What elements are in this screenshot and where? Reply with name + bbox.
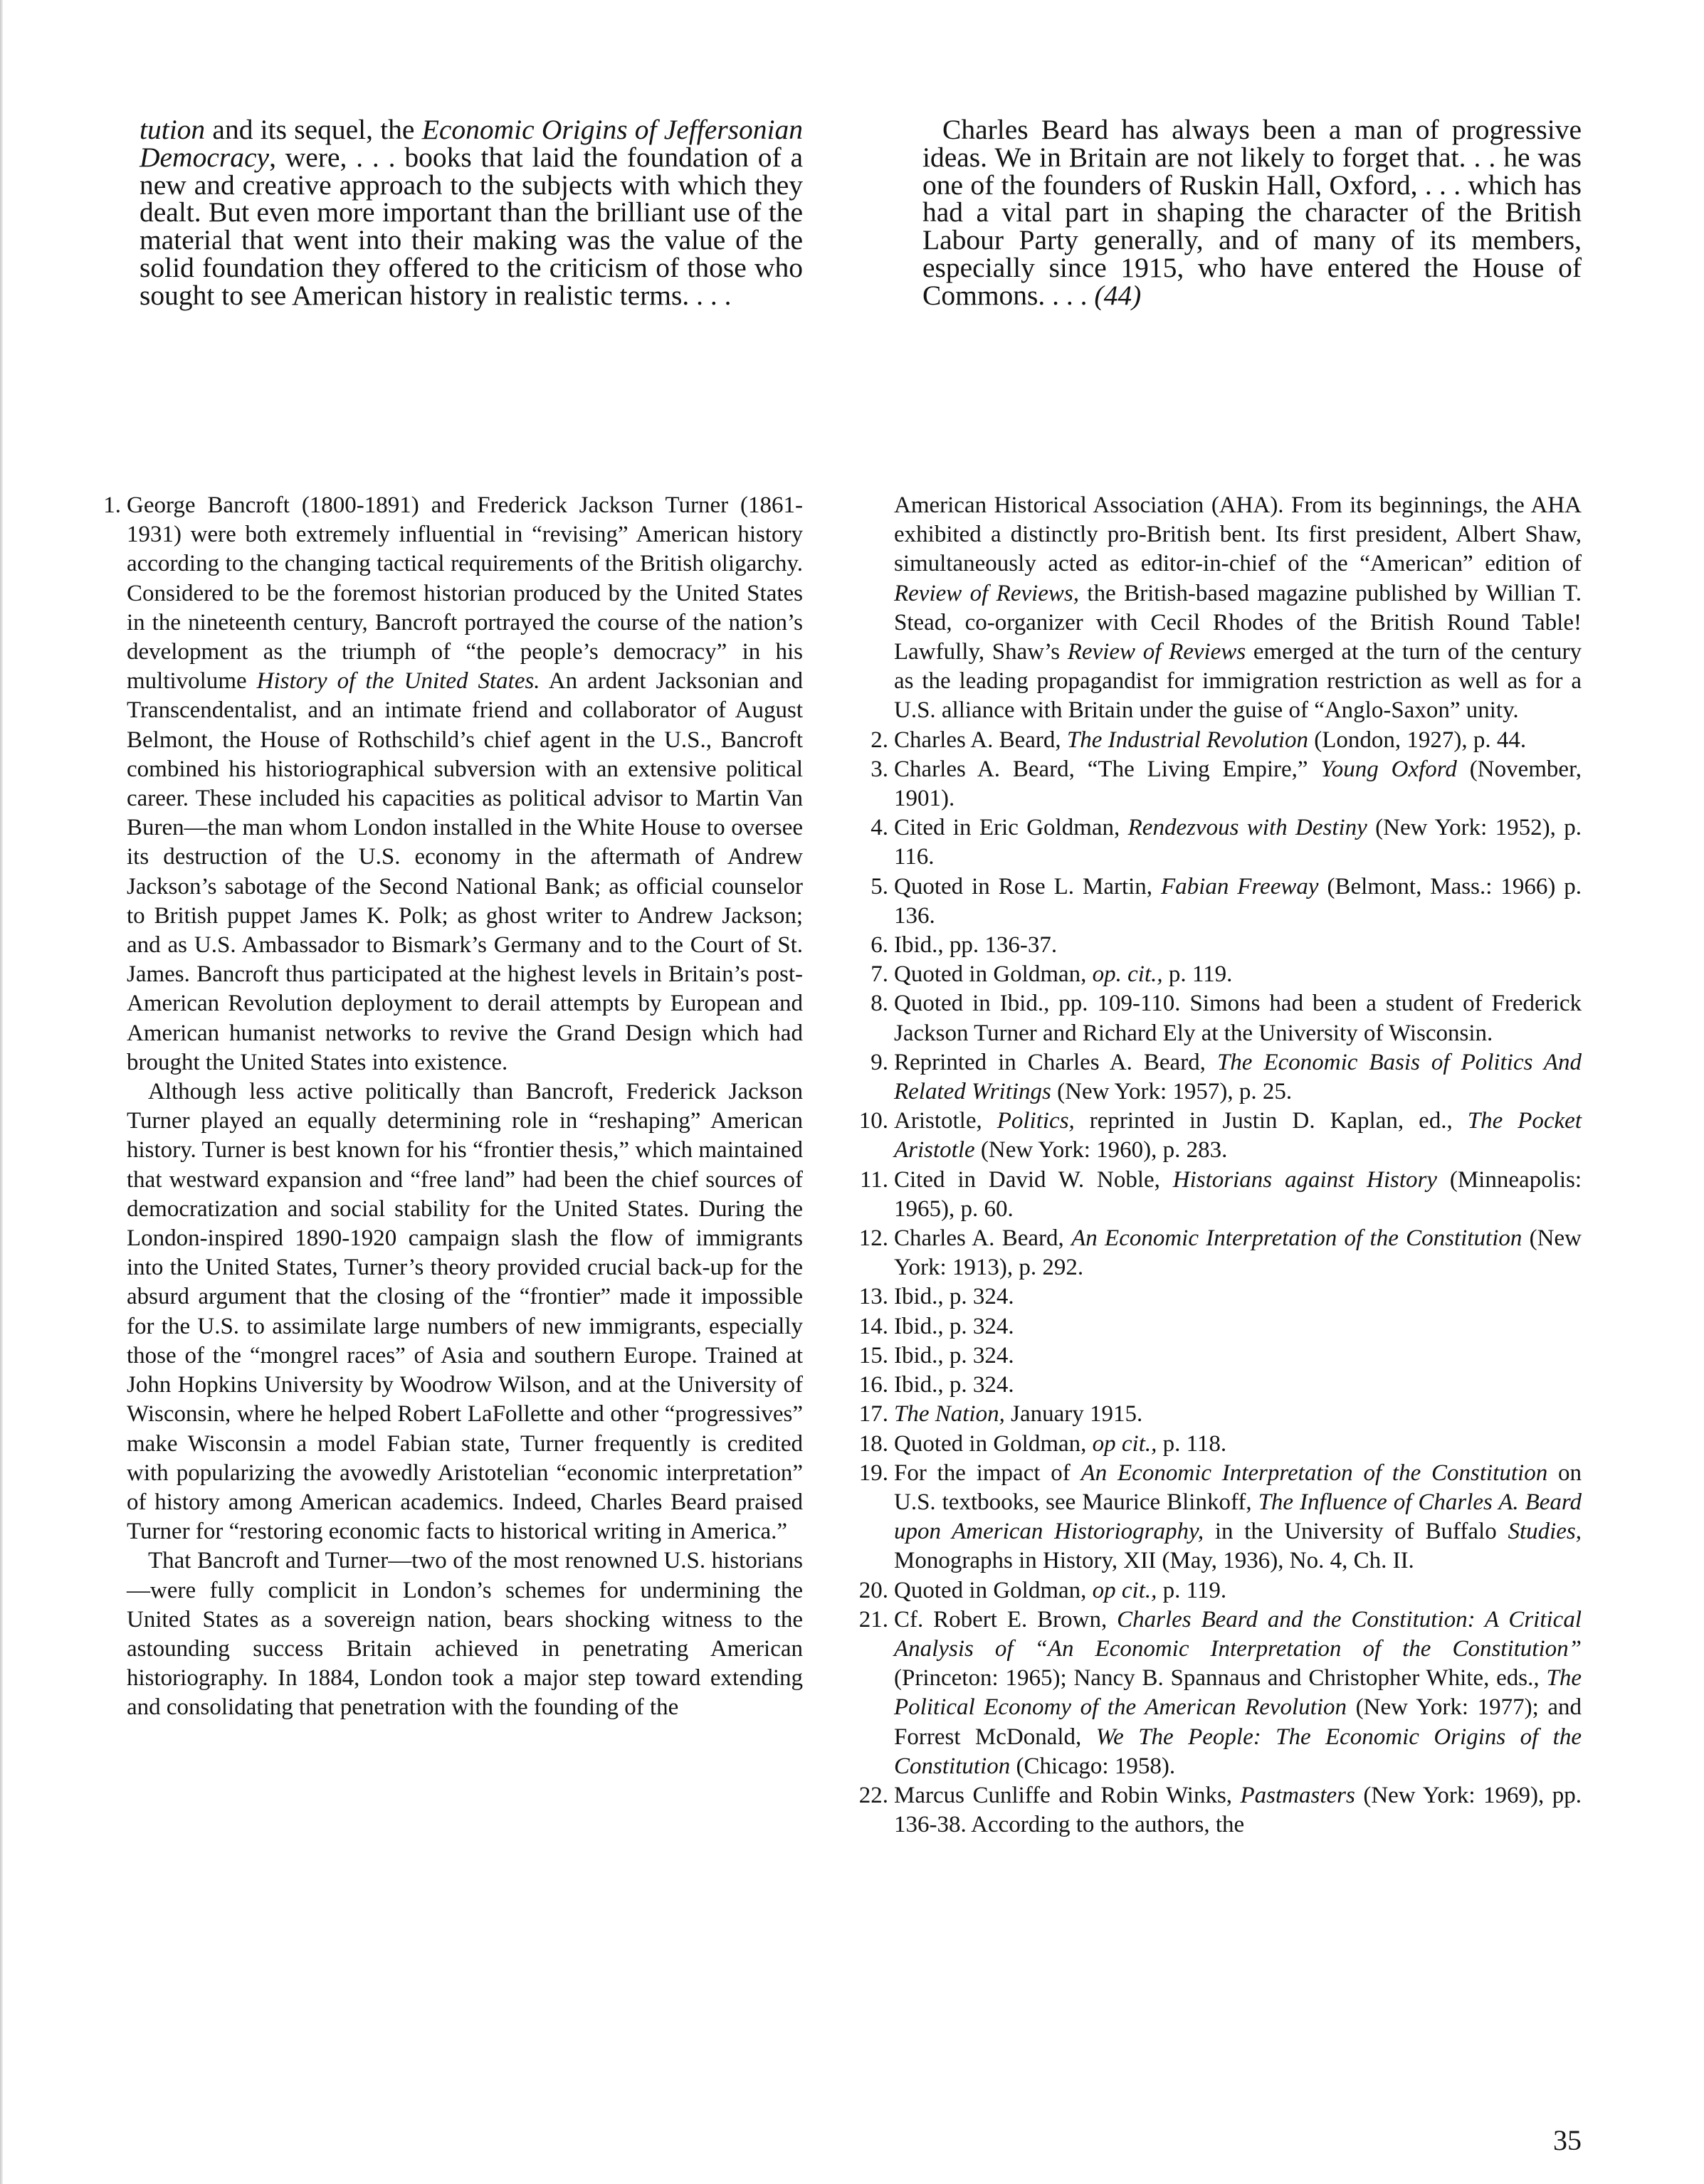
footnote-22	[857, 1781, 1582, 1840]
footnote-number: 7.	[871, 961, 888, 988]
footnote-number: 18.	[858, 1430, 888, 1457]
footnote-text: (November, 1901).	[894, 756, 1582, 812]
footnote-text: (Belmont, Mass.: 1966) p. 136.	[894, 873, 1582, 929]
footnote-text-block	[894, 726, 1582, 755]
footnote-18	[857, 1430, 1582, 1459]
footnotes-list	[857, 726, 1582, 1840]
footnote-10	[857, 1107, 1582, 1165]
footnote-text: Ibid., p. 324.	[894, 1284, 1014, 1310]
footnote-number: 11.	[859, 1166, 888, 1193]
footnote-text: the British-based magazine published by Willian T. Stead, co-organizer with Cecil Rhodes of the British Round Table! Lawfully, Shaw’s	[894, 580, 1582, 665]
footnote-italic: An Economic Interpretation of the Constitution	[1080, 1460, 1548, 1486]
footnote-italic: Review of Reviews,	[894, 580, 1080, 606]
footnote-number: 14.	[858, 1313, 888, 1339]
quote-right-text: Charles Beard has always been a man of progressive ideas. We in Britain are not likely to forget that. . . he was one of the founders of Ruskin Hall, Oxford, . . . which has had a vital part in shaping the character of the British Labour Party generally, and of many of its members, especially since 1915, who have entered the House of Commons. . . .	[922, 114, 1582, 311]
footnote-text: (London, 1927), p. 44.	[1308, 727, 1527, 753]
footnote-italic: The Industrial Revolution	[1066, 727, 1308, 753]
footnote-20	[857, 1576, 1582, 1605]
quote-right-ref: (44)	[1094, 279, 1142, 311]
footnote-text: For the impact of	[894, 1460, 1081, 1486]
footnote-text-block	[894, 1430, 1582, 1459]
quote-left	[140, 116, 803, 310]
notes-right-column	[857, 491, 1582, 1840]
footnote-text: p. 118.	[1157, 1430, 1227, 1457]
footnote-11	[857, 1166, 1582, 1224]
quote-left-italic-title: Economic Origins of Jeffersonian Democracy	[140, 114, 803, 173]
footnote-italic: Rendezvous with Destiny	[1127, 815, 1367, 841]
footnote-text-block	[894, 1781, 1582, 1840]
footnote-text-block	[894, 755, 1582, 813]
footnote-text: Quoted in Goldman,	[894, 961, 1093, 988]
footnote-16	[857, 1371, 1582, 1400]
footnote-text: Quoted in Goldman,	[894, 1430, 1093, 1457]
footnote-text: (New York: 1960), p. 283.	[974, 1137, 1228, 1164]
footnote-text: (New York: 1957), p. 25.	[1051, 1079, 1293, 1105]
footnote-text: on U.S. textbooks, see Maurice Blinkoff,	[894, 1460, 1582, 1515]
footnote-19	[857, 1459, 1582, 1576]
footnote-text-block	[894, 1459, 1582, 1576]
footnote-text: (Minneapolis: 1965), p. 60.	[894, 1166, 1582, 1222]
footnote-text-block	[894, 1605, 1582, 1781]
footnote-text: Charles A. Beard, “The Living Empire,”	[894, 756, 1321, 782]
footnote-8	[857, 989, 1582, 1048]
footnote-text: (New York: 1969), pp. 136-38. According to the authors, the	[894, 1782, 1582, 1838]
footnote-text: in the University of Buffalo	[1204, 1519, 1508, 1545]
footnote-4	[857, 813, 1582, 872]
quote-right-paragraph	[922, 116, 1582, 310]
footnote-number: 22.	[858, 1782, 888, 1808]
footnote-italic: Studies,	[1508, 1519, 1582, 1545]
footnote-text-block	[894, 1400, 1582, 1429]
footnote-text-block	[894, 1312, 1582, 1341]
footnote-21	[857, 1605, 1582, 1781]
footnote-text-block	[894, 1166, 1582, 1224]
footnote-text: (New York: 1977); and Forrest McDonald,	[894, 1694, 1582, 1750]
footnote-number: 19.	[858, 1460, 888, 1486]
footnote-text: emerged at the turn of the century as the leading propagandist for immigration restriction as well as for a U.S. alliance with Britain under the guise of “Anglo-Saxon” unity.	[894, 639, 1582, 724]
footnote-text-block	[894, 813, 1582, 872]
notes-left-column	[90, 491, 803, 1723]
footnote-6	[857, 931, 1582, 960]
footnote-number: 5.	[871, 873, 888, 900]
footnote-text: (Princeton: 1965); Nancy B. Spannaus and Christopher White, eds.,	[894, 1665, 1547, 1692]
footnote-number: 9.	[871, 1049, 888, 1075]
footnote-text: Charles A. Beard,	[894, 1225, 1072, 1252]
footnote-text-block	[894, 1576, 1582, 1605]
quote-left-text-1: and its sequel, the	[205, 114, 422, 145]
footnote-text: Ibid., p. 324.	[894, 1372, 1014, 1398]
footnote-text: (New York: 1913), p. 292.	[894, 1225, 1582, 1281]
footnote-number: 10.	[858, 1108, 888, 1134]
footnote-9	[857, 1048, 1582, 1107]
footnote-number: 4.	[871, 815, 888, 841]
footnote-text-block	[894, 1341, 1582, 1371]
footnote-text: Ibid., pp. 136-37.	[894, 932, 1058, 959]
footnote-italic: Historians against History	[1172, 1166, 1437, 1193]
footnote-text-block	[894, 1282, 1582, 1312]
footnote-1-continued-para	[857, 491, 1582, 726]
footnote-text: reprinted in Justin D. Kaplan, ed.,	[1074, 1108, 1468, 1134]
footnote-text-block	[894, 1224, 1582, 1282]
footnote-1-para-2: Although less active politically than Bancroft, Frederick Jackson Turner played an equally determining role in “reshaping” American history. Turner is best known for his “frontier thesis,” which maintained that westward expansion and “free land” had been the chief sources of democratization and social stability for the United States. During the London-inspired 1890-1920 campaign slash the flow of immigrants into the United States, Turner’s theory provided crucial back-up for the absurd argument that the closing of the “frontier” made it impossible for the U.S. to assimilate large numbers of new immigrants, especially those of the “mongrel races” of Asia and southern Europe. Trained at John Hopkins University by Woodrow Wilson, and at the University of Wisconsin, where he helped Robert LaFollette and other “progressives” make Wisconsin a model Fabian state, Turner frequently is credited with popularizing the avowedly Aristotelian “economic interpretation” of history among American academics. Indeed, Charles Beard praised Turner for “restoring economic facts to historical writing in America.”	[127, 1079, 803, 1545]
footnote-5	[857, 872, 1582, 931]
quote-left-italic-1: tution	[140, 114, 206, 145]
footnote-italic: An Economic Interpretation of the Constitution	[1071, 1225, 1522, 1252]
footnote-number: 6.	[871, 932, 888, 959]
footnote-italic: Fabian Freeway	[1161, 873, 1319, 900]
footnote-text: George Bancroft (1800-1891) and Frederick Jackson Turner (1861-1931) were both extremely influential in “revising” American history according to the changing tactical requirements of the British oligarchy. Considered to be the foremost historian produced by the United States in the nineteenth century, Bancroft portrayed the course of the nation’s development as the triumph of “the people’s democracy” in his multivolume	[127, 492, 803, 695]
footnote-text: Charles A. Beard,	[894, 727, 1067, 753]
footnote-2	[857, 726, 1582, 755]
footnote-italic: The Economic Basis of Politics And Related Writings	[894, 1049, 1582, 1105]
footnote-italic: op cit.,	[1092, 1577, 1157, 1603]
footnote-number: 16.	[858, 1372, 888, 1398]
footnote-italic: History of the United States.	[256, 668, 540, 695]
footnote-text: Quoted in Rose L. Martin,	[894, 873, 1161, 900]
footnote-italic: op cit.,	[1092, 1430, 1157, 1457]
footnote-text: Marcus Cunliffe and Robin Winks,	[894, 1782, 1241, 1808]
footnote-italic: Review of Reviews	[1067, 639, 1246, 665]
footnote-17	[857, 1400, 1582, 1429]
quote-left-paragraph	[140, 116, 803, 310]
footnote-italic: The Nation,	[894, 1401, 1005, 1428]
footnote-italic: op. cit.,	[1092, 961, 1163, 988]
footnote-italic: The Influence of Charles A. Beard upon American Historiography,	[894, 1489, 1582, 1545]
footnote-text-block	[894, 872, 1582, 931]
footnote-text-block	[894, 989, 1582, 1048]
footnote-text: Ibid., p. 324.	[894, 1313, 1014, 1339]
footnote-italic: Pastmasters	[1240, 1782, 1355, 1808]
footnote-14	[857, 1312, 1582, 1341]
footnote-text-block	[894, 1048, 1582, 1107]
footnote-number: 1.	[103, 492, 121, 518]
footnote-text: January 1915.	[1004, 1401, 1143, 1428]
footnote-number: 8.	[871, 991, 888, 1017]
footnote-text: An ardent Jacksonian and Transcendentalist, and an intimate friend and collaborator of August Belmont, the House of Rothschild’s chief agent in the U.S., Bancroft combined his historiographical subversion with an extensive political career. These included his capacities as political advisor to Martin Van Buren—the man whom London installed in the White House to oversee its destruction of the U.S. economy in the aftermath of Andrew Jackson’s sabotage of the Second National Bank; as official counselor to British puppet James K. Polk; as ghost writer to Andrew Jackson; and as U.S. Ambassador to Bismark’s Germany and to the Court of St. James. Bancroft thus participated at the highest levels in Britain’s post-American Revolution deployment to derail attempts by European and American humanist networks to revive the Grand Design which had brought the United States into existence.	[127, 668, 803, 1075]
footnote-text: Cf. Robert E. Brown,	[894, 1606, 1117, 1632]
footnote-italic: We The People: The Economic Origins of the Constitution	[894, 1724, 1582, 1779]
quote-right	[922, 116, 1582, 310]
footnote-1-para-3: That Bancroft and Turner—two of the most renowned U.S. historians—were fully complicit in London’s schemes for undermining the United States as a sovereign nation, bears shocking witness to the astounding success Britain achieved in penetrating American historiography. In 1884, London took a major step toward extending and consolidating that penetration with the founding of the	[127, 1548, 803, 1721]
footnote-number: 20.	[858, 1577, 888, 1603]
footnote-number: 21.	[858, 1606, 888, 1632]
footnote-text-block	[894, 1107, 1582, 1165]
footnote-italic: Charles Beard and the Constitution: A Critical Analysis of “An Economic Interpretation of the Constitution”	[894, 1606, 1582, 1662]
footnote-text: Cited in David W. Noble,	[894, 1166, 1173, 1193]
footnote-1-para-1	[127, 491, 803, 1077]
footnote-number: 15.	[858, 1342, 888, 1368]
footnote-number: 3.	[871, 756, 888, 782]
page-number: 35	[1553, 2124, 1582, 2156]
footnote-text-block	[894, 1371, 1582, 1400]
footnote-number: 12.	[858, 1225, 888, 1252]
footnote-text-block	[894, 931, 1582, 960]
footnote-7	[857, 960, 1582, 989]
quote-left-text-2: , were, . . . books that laid the foundation of a new and creative approach to the subjects with which they dealt. But even more important than the brilliant use of the material that went into their making was the value of the solid foundation they offered to the criticism of those who sought to see American history in realistic terms. . . .	[140, 141, 803, 311]
footnote-12	[857, 1224, 1582, 1282]
footnote-text: Reprinted in Charles A. Beard,	[894, 1049, 1217, 1075]
footnote-text: (Chicago: 1958).	[1010, 1753, 1176, 1779]
footnote-text: p. 119.	[1157, 1577, 1227, 1603]
footnote-text-block	[894, 960, 1582, 989]
footnote-italic: Politics,	[996, 1108, 1075, 1134]
footnote-text: Quoted in Ibid., pp. 109-110. Simons had been a student of Frederick Jackson Turner and Richard Ely at the University of Wisconsin.	[894, 991, 1582, 1046]
footnote-15	[857, 1341, 1582, 1371]
footnote-text: Ibid., p. 324.	[894, 1342, 1014, 1368]
footnote-1-continued	[857, 491, 1582, 726]
footnote-13	[857, 1282, 1582, 1312]
footnote-1	[90, 491, 803, 1723]
footnote-text: (New York: 1952), p. 116.	[894, 815, 1582, 870]
footnote-text: American Historical Association (AHA). From its beginnings, the AHA exhibited a distinctly pro-British bent. Its first president, Albert Shaw, simultaneously acted as editor-in-chief of the “American” edition of	[894, 492, 1582, 577]
footnote-number: 2.	[871, 727, 888, 753]
footnote-text: Monographs in History, XII (May, 1936), No. 4, Ch. II.	[894, 1548, 1414, 1574]
footnote-text: Cited in Eric Goldman,	[894, 815, 1128, 841]
footnote-3	[857, 755, 1582, 813]
footnote-italic: The Political Economy of the American Revolution	[894, 1665, 1582, 1721]
footnote-italic: The Pocket Aristotle	[894, 1108, 1582, 1164]
footnote-number: 13.	[858, 1284, 888, 1310]
footnote-text: p. 119.	[1162, 961, 1233, 988]
footnote-italic: Young Oxford	[1320, 756, 1457, 782]
page-edge	[0, 0, 3, 2184]
footnote-text: Quoted in Goldman,	[894, 1577, 1093, 1603]
footnote-number: 17.	[858, 1401, 888, 1428]
footnote-text: Aristotle,	[894, 1108, 997, 1134]
